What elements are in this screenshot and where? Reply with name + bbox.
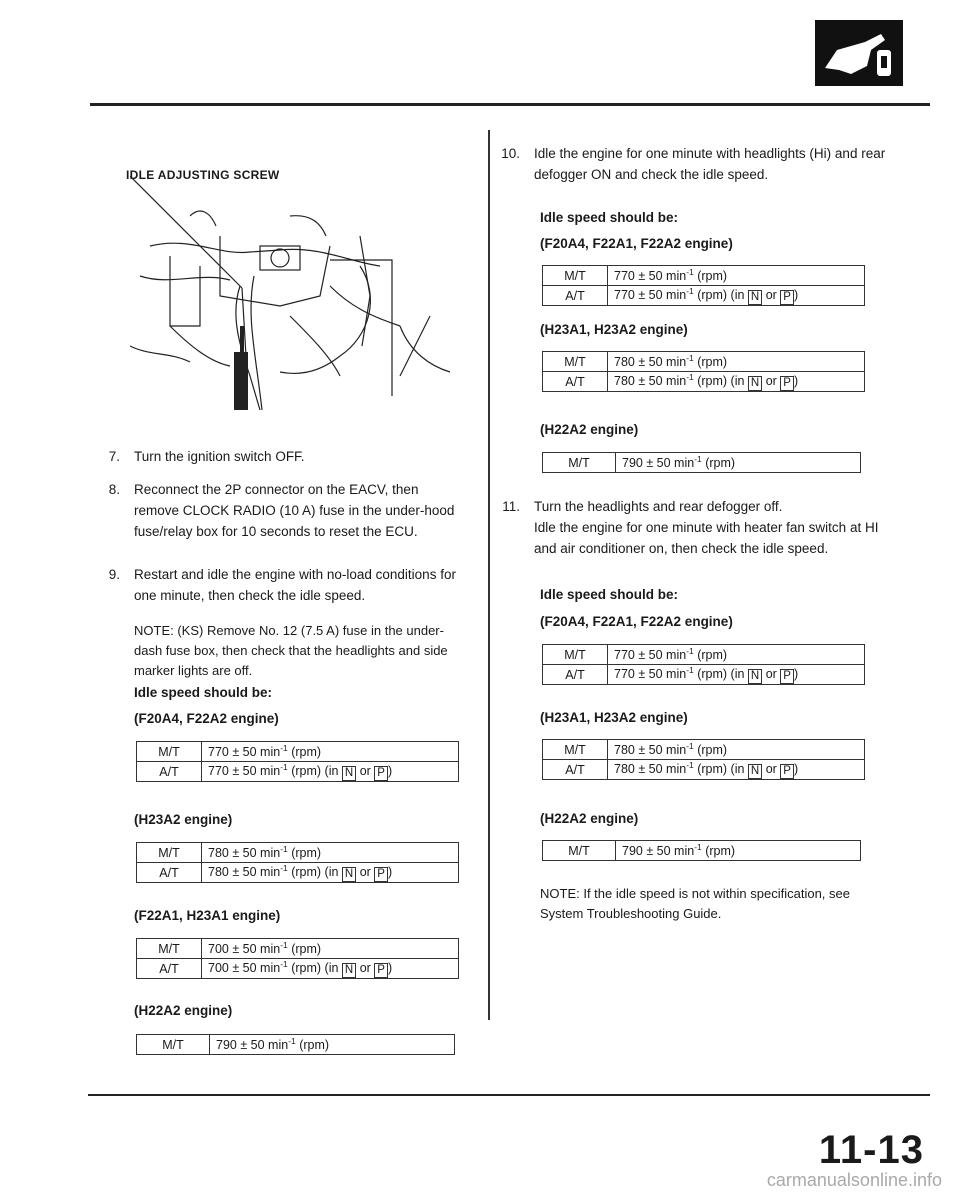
table-row: A/T 780 ± 50 $\min^{-1} (rpm)$ (in N or P ) <box>543 372 865 392</box>
figure-label: IDLE ADJUSTING SCREW <box>126 168 280 182</box>
spec-table <box>542 265 865 306</box>
spec-table <box>542 739 865 780</box>
left-idle-heading: Idle speed should be: <box>134 685 273 700</box>
engine-label: (H22A2 engine) <box>134 1003 233 1018</box>
p-key-icon: P <box>780 764 794 779</box>
table-row: M/T 790 ± 50 $\min^{-1} (rpm)$ <box>137 1035 455 1055</box>
p-key-icon: P <box>780 669 794 684</box>
column-divider <box>488 130 490 1020</box>
table-row: A/T 770 ± 50 $\min^{-1} (rpm)$ (in N or P ) <box>543 286 865 306</box>
engine-label: (H23A1, H23A2 engine) <box>540 322 688 337</box>
step-8: 8. Reconnect the 2P connector on the EACV, then remove CLOCK RADIO (10 A) fuse in the under-hood fuse/relay box for 10 seconds to reset the ECU. <box>108 482 455 539</box>
engine-label: (F22A1, H23A1 engine) <box>134 908 281 923</box>
p-key-icon: P <box>780 290 794 305</box>
table-row: A/T 700 ± 50 $\min^{-1} (rpm)$ (in N or P ) <box>137 959 459 979</box>
section-badge <box>815 20 903 86</box>
right-idle-heading-b: Idle speed should be: <box>540 587 679 602</box>
spec-table <box>136 842 459 883</box>
engine-label: (F20A4, F22A1, F22A2 engine) <box>540 236 733 251</box>
engine-section-icon <box>815 20 903 86</box>
n-key-icon: N <box>342 963 356 978</box>
page-number: 11-13 <box>818 1128 924 1172</box>
p-key-icon: P <box>374 867 388 882</box>
spec-table <box>136 1034 455 1055</box>
step-9: 9. Restart and idle the engine with no-load conditions for one minute, then check the idle speed. <box>108 567 456 603</box>
n-key-icon: N <box>748 764 762 779</box>
n-key-icon: N <box>748 669 762 684</box>
table-row: A/T 770 ± 50 $\min^{-1} (rpm)$ (in N or P ) <box>137 762 459 782</box>
engine-label: (F20A4, F22A1, F22A2 engine) <box>540 614 733 629</box>
idle-adjusting-screw-illustration <box>130 176 460 410</box>
step-10: 10. Idle the engine for one minute with headlights (Hi) and rear defogger ON and check the idle speed. <box>501 146 886 182</box>
engine-label: (H23A2 engine) <box>134 812 233 827</box>
table-row: M/T 790 ± 50 $\min^{-1} (rpm)$ <box>543 453 861 473</box>
spec-table <box>542 840 861 861</box>
p-key-icon: P <box>374 766 388 781</box>
watermark: carmanualsonline.info <box>766 1170 942 1190</box>
n-key-icon: N <box>342 766 356 781</box>
right-idle-heading-a: Idle speed should be: <box>540 210 679 225</box>
n-key-icon: N <box>342 867 356 882</box>
engine-label: (H22A2 engine) <box>540 422 639 437</box>
table-row: M/T 770 ± 50 $\min^{-1} (rpm)$ <box>543 645 865 665</box>
step-11: 11. Turn the headlights and rear defogger off. Idle the engine for one minute with heater fan switch at HI and air conditioner on, then check the idle speed. <box>502 499 879 556</box>
table-row: A/T 770 ± 50 $\min^{-1} (rpm)$ (in N or P ) <box>543 665 865 685</box>
table-row: M/T 780 ± 50 $\min^{-1} (rpm)$ <box>543 352 865 372</box>
table-row: M/T 770 ± 50 $\min^{-1} (rpm)$ <box>543 266 865 286</box>
step-7: 7. Turn the ignition switch OFF. <box>108 449 305 464</box>
n-key-icon: N <box>748 290 762 305</box>
engine-label: (H23A1, H23A2 engine) <box>540 710 688 725</box>
p-key-icon: P <box>374 963 388 978</box>
spec-table <box>136 741 459 782</box>
table-row: M/T 770 ± 50 $\min^{-1} (rpm)$ <box>137 742 459 762</box>
n-key-icon: N <box>748 376 762 391</box>
table-row: A/T 780 ± 50 $\min^{-1} (rpm)$ (in N or P ) <box>543 760 865 780</box>
table-row: A/T 780 ± 50 $\min^{-1} (rpm)$ (in N or P ) <box>137 863 459 883</box>
p-key-icon: P <box>780 376 794 391</box>
footer-rule <box>88 1094 930 1096</box>
spec-table <box>542 644 865 685</box>
table-row: M/T 790 ± 50 $\min^{-1} (rpm)$ <box>543 841 861 861</box>
spec-table <box>542 452 861 473</box>
spec-table <box>136 938 459 979</box>
left-note: NOTE: (KS) Remove No. 12 (7.5 A) fuse in the under-dash fuse box, then check that the headlights and side marker lights are off. <box>134 623 448 678</box>
spec-table <box>542 351 865 392</box>
header-rule <box>90 103 930 106</box>
right-note: NOTE: If the idle speed is not within specification, see System Troubleshooting Guide. <box>540 886 850 921</box>
table-row: M/T 780 ± 50 $\min^{-1} (rpm)$ <box>137 843 459 863</box>
engine-label: (F20A4, F22A2 engine) <box>134 711 279 726</box>
table-row: M/T 700 ± 50 $\min^{-1} (rpm)$ <box>137 939 459 959</box>
engine-label: (H22A2 engine) <box>540 811 639 826</box>
table-row: M/T 780 ± 50 $\min^{-1} (rpm)$ <box>543 740 865 760</box>
